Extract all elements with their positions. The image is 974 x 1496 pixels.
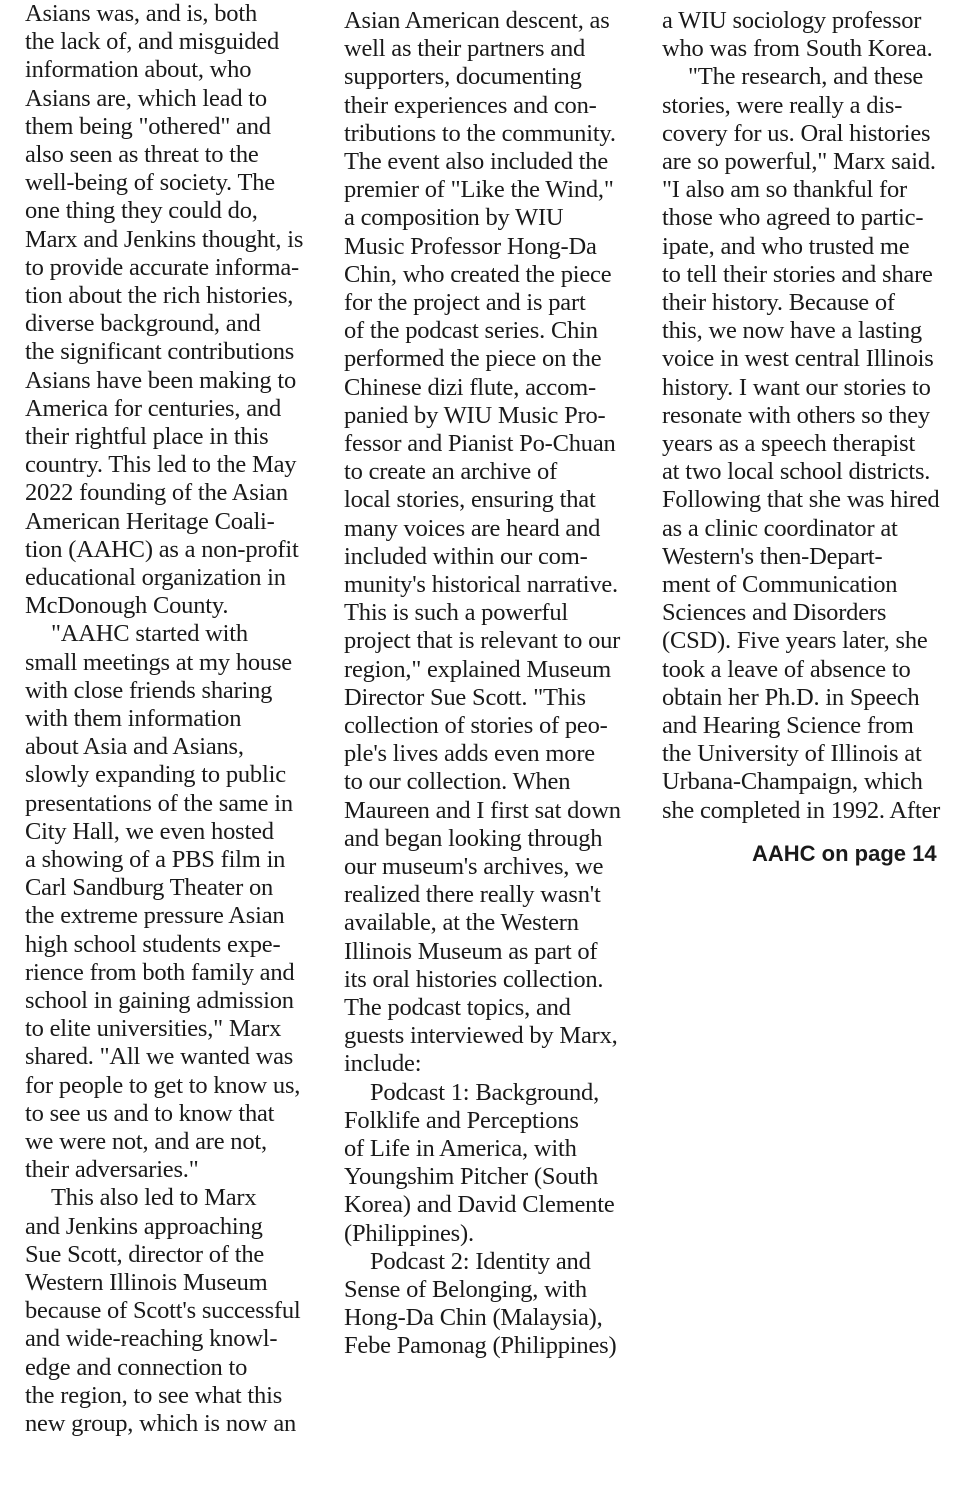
- text-line: our museum's archives, we: [344, 853, 604, 880]
- text-line: their experiences and con-: [344, 91, 597, 119]
- text-line: resonate with others so they: [662, 401, 930, 429]
- text-line: guests interviewed by Marx,: [344, 1022, 618, 1050]
- text-line: with close friends sharing: [25, 676, 273, 704]
- text-line: Carl Sandburg Theater on: [25, 874, 274, 902]
- text-line: their adversaries.": [25, 1156, 199, 1184]
- text-line: Asians are, which lead to: [25, 84, 267, 112]
- text-line: new group, which is now an: [25, 1410, 297, 1437]
- text-line: a composition by WIU: [344, 204, 564, 232]
- text-line: Hong-Da Chin (Malaysia),: [344, 1304, 603, 1332]
- text-line: McDonough County.: [25, 592, 229, 620]
- text-line: presentations of the same in: [25, 789, 293, 817]
- text-line: local stories, ensuring that: [344, 486, 596, 514]
- text-line: Chinese dizi flute, accom-: [344, 373, 596, 401]
- text-line: educational organization in: [25, 564, 286, 591]
- text-line: Asians have been making to: [25, 366, 297, 394]
- text-line: Urbana-Champaign, which: [662, 768, 923, 796]
- text-line: covery for us. Oral histories: [662, 119, 931, 147]
- text-line: 2022 founding of the Asian: [25, 479, 288, 507]
- text-line: realized there really wasn't: [344, 881, 601, 909]
- text-line: of the podcast series. Chin: [344, 317, 598, 345]
- text-line: to our collection. When: [344, 768, 571, 796]
- text-line: its oral histories collection.: [344, 965, 604, 993]
- text-line: about Asia and Asians,: [25, 733, 244, 761]
- text-line: Sense of Belonging, with: [344, 1276, 587, 1303]
- text-line: many voices are heard and: [344, 514, 601, 542]
- text-line: America for centuries, and: [25, 394, 282, 422]
- text-line: (Philippines).: [344, 1219, 474, 1247]
- text-line: munity's historical narrative.: [344, 571, 618, 598]
- text-line: stories, were really a dis-: [662, 91, 903, 119]
- text-line: region," explained Museum: [344, 655, 611, 683]
- text-line: Podcast 1: Background,: [370, 1078, 599, 1106]
- text-line: are so powerful," Marx said.: [662, 148, 936, 175]
- text-line: available, at the Western: [344, 909, 579, 937]
- text-line: this, we now have a lasting: [662, 317, 922, 345]
- text-line: took a leave of absence to: [662, 655, 911, 683]
- text-line: Korea) and David Clemente: [344, 1191, 615, 1219]
- text-line: Sciences and Disorders: [662, 599, 887, 627]
- text-line: country. This led to the May: [25, 451, 297, 479]
- text-line: with them information: [25, 705, 242, 732]
- text-line: supporters, documenting: [344, 63, 582, 91]
- text-line: voice in west central Illinois: [662, 345, 934, 373]
- text-line: history. I want our stories to: [662, 373, 931, 401]
- text-line: included within our com-: [344, 542, 588, 570]
- text-line: and began looking through: [344, 824, 603, 852]
- text-line: those who agreed to partic-: [662, 204, 924, 232]
- text-line: "AAHC started with: [51, 620, 248, 648]
- text-line: at two local school districts.: [662, 458, 931, 486]
- text-line: to see us and to know that: [25, 1099, 275, 1127]
- text-line: Maureen and I first sat down: [344, 796, 621, 824]
- text-line: years as a speech therapist: [662, 430, 916, 457]
- text-line: Western Illinois Museum: [25, 1269, 268, 1296]
- text-line: ment of Communication: [662, 571, 898, 598]
- text-line: to create an archive of: [344, 458, 558, 486]
- text-line: to provide accurate informa-: [25, 253, 299, 281]
- text-line: as a clinic coordinator at: [662, 514, 898, 542]
- text-line: Western's then-Depart-: [662, 542, 883, 570]
- text-line: the University of Illinois at: [662, 740, 922, 768]
- text-line: This is such a powerful: [344, 599, 569, 627]
- text-line: panied by WIU Music Pro-: [344, 401, 606, 429]
- text-line: "The research, and these: [688, 63, 924, 91]
- text-line: the lack of, and misguided: [25, 28, 280, 56]
- text-line: we were not, and are not,: [25, 1128, 267, 1155]
- text-line: ple's lives adds even more: [344, 740, 595, 768]
- text-line: their history. Because of: [662, 289, 895, 316]
- text-line: premier of "Like the Wind,": [344, 176, 614, 204]
- text-line: information about, who: [25, 56, 252, 84]
- text-line: a WIU sociology professor: [662, 7, 922, 34]
- text-line: The podcast topics, and: [344, 994, 571, 1021]
- text-line: one thing they could do,: [25, 197, 258, 225]
- text-line: and wide-reaching knowl-: [25, 1325, 278, 1353]
- text-line: project that is relevant to our: [344, 627, 621, 655]
- text-line: tion about the rich histories,: [25, 282, 294, 309]
- text-line: City Hall, we even hosted: [25, 817, 274, 845]
- text-line: for people to get to know us,: [25, 1071, 301, 1099]
- text-line: Music Professor Hong-Da: [344, 232, 597, 260]
- text-line: edge and connection to: [25, 1353, 248, 1381]
- text-line: well as their partners and: [344, 35, 586, 63]
- text-line: also seen as threat to the: [25, 141, 259, 168]
- text-line: The event also included the: [344, 148, 609, 175]
- text-line: them being "othered" and: [25, 112, 271, 140]
- text-line: Asians was, and is, both: [25, 0, 258, 27]
- text-line: because of Scott's successful: [25, 1297, 301, 1325]
- text-line: tion (AAHC) as a non-profit: [25, 535, 299, 563]
- text-line: high school students expe-: [25, 930, 281, 958]
- text-line: Youngshim Pitcher (South: [344, 1163, 599, 1191]
- text-line: shared. "All we wanted was: [25, 1043, 294, 1071]
- text-line: the extreme pressure Asian: [25, 902, 285, 930]
- text-line: the significant contributions: [25, 338, 295, 366]
- text-line: obtain her Ph.D. in Speech: [662, 683, 920, 711]
- text-line: Following that she was hired: [662, 486, 940, 514]
- text-line: Illinois Museum as part of: [344, 937, 598, 965]
- text-line: to tell their stories and share: [662, 260, 933, 288]
- text-line: Chin, who created the piece: [344, 260, 612, 288]
- text-line: collection of stories of peo-: [344, 712, 608, 739]
- text-line: who was from South Korea.: [662, 35, 933, 63]
- text-line: school in gaining admission: [25, 987, 294, 1014]
- text-line: to elite universities," Marx: [25, 1015, 282, 1043]
- text-line: Asian American descent, as: [344, 7, 610, 34]
- text-line: (CSD). Five years later, she: [662, 627, 928, 655]
- text-line: ipate, and who trusted me: [662, 232, 910, 260]
- text-line: Marx and Jenkins thought, is: [25, 225, 304, 253]
- text-line: well-being of society. The: [25, 169, 275, 197]
- text-line: American Heritage Coali-: [25, 507, 275, 535]
- text-line: for the project and is part: [344, 289, 586, 316]
- text-line: Director Sue Scott. "This: [344, 683, 586, 711]
- text-line: fessor and Pianist Po-Chuan: [344, 430, 616, 457]
- text-line: slowly expanding to public: [25, 761, 286, 789]
- text-line: their rightful place in this: [25, 423, 269, 450]
- text-line: This also led to Marx: [51, 1184, 257, 1212]
- continued-on-page-jump: AAHC on page 14: [752, 841, 937, 866]
- text-line: diverse background, and: [25, 310, 261, 338]
- text-line: tributions to the community.: [344, 119, 616, 147]
- text-line: include:: [344, 1050, 422, 1078]
- text-line: performed the piece on the: [344, 345, 602, 373]
- text-line: "I also am so thankful for: [662, 176, 907, 204]
- text-line: of Life in America, with: [344, 1135, 577, 1162]
- text-line: and Jenkins approaching: [25, 1212, 263, 1240]
- text-line: and Hearing Science from: [662, 712, 914, 739]
- text-line: Folklife and Perceptions: [344, 1106, 579, 1134]
- text-line: Febe Pamonag (Philippines): [344, 1332, 617, 1360]
- text-line: Sue Scott, director of the: [25, 1240, 265, 1268]
- text-line: small meetings at my house: [25, 648, 292, 676]
- text-line: Podcast 2: Identity and: [370, 1247, 591, 1275]
- text-line: rience from both family and: [25, 958, 295, 986]
- text-line: the region, to see what this: [25, 1381, 283, 1409]
- text-line: she completed in 1992. After: [662, 796, 941, 824]
- text-line: a showing of a PBS film in: [25, 846, 286, 873]
